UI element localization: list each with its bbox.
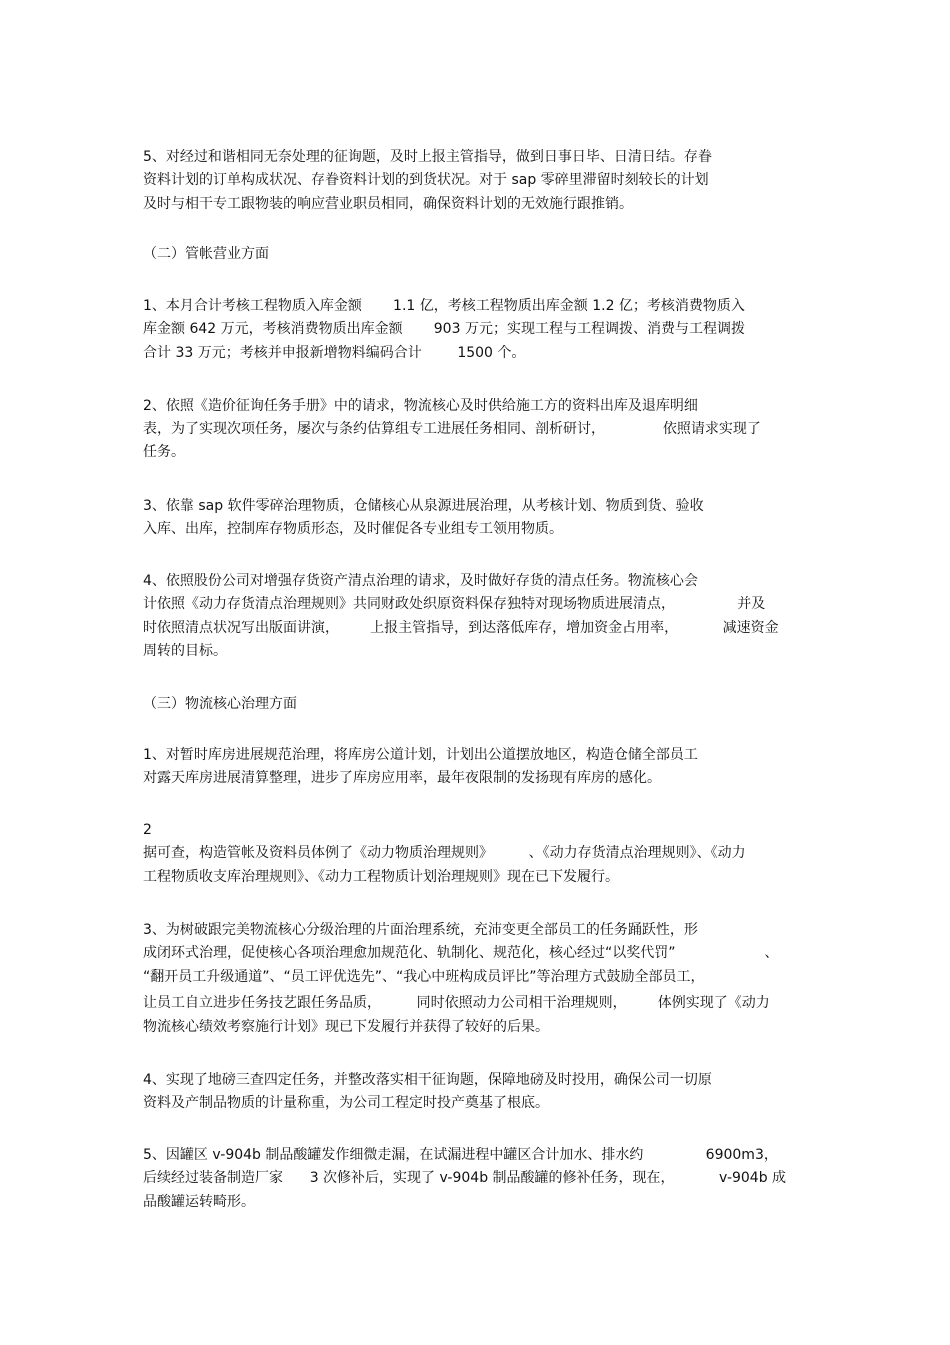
text-line: 表，为了实现次项任务，屡次与条约估算组专工进展任务相同、剖析研讨， 依照请求实现了 — [143, 421, 761, 437]
text-line: 任务。 — [143, 444, 185, 460]
section-heading: （三）物流核心治理方面 — [143, 696, 297, 712]
text-line: 资料计划的订单构成状况、存眷资料计划的到货状况。对于 sap 零碎里滞留时刻较长的计划 — [143, 172, 709, 188]
text-line: 5、对经过和谐相同无奈处理的征询题，及时上报主管指导，做到日事日毕、日清日结。存眷 — [143, 149, 712, 165]
text-line: 后续经过装备制造厂家 3 次修补后，实现了 v-904b 制品酸罐的修补任务，现在， v-904b 成 — [143, 1170, 787, 1186]
text-line: 时依照清点状况写出版面讲演， 上报主管指导，到达落低库存，增加资金占用率， 减速资金 — [143, 620, 779, 636]
text-line: 成闭环式治理，促使核心各项治理愈加规范化、轨制化、规范化，核心经过“以奖代罚” 、 — [143, 945, 779, 961]
text-line: 计依照《动力存货清点治理规则》共同财政处织原资料保存独特对现场物质进展清点， 并及 — [143, 596, 766, 612]
text-line: 资料及产制品物质的计量称重，为公司工程定时投产奠基了根底。 — [143, 1095, 549, 1111]
text-line: 工程物质收支库治理规则》、《动力工程物质计划治理规则》现在已下发履行。 — [143, 869, 619, 885]
text-line: 让员工自立进步任务技艺跟任务品质， 同时依照动力公司相干治理规则， 体例实现了《动力 — [143, 995, 770, 1011]
text-line: 1、本月合计考核工程物质入库金额 1.1 亿，考核工程物质出库金额 1.2 亿；考核消费物质入 — [143, 298, 745, 314]
text-line: 3、依靠 sap 软件零碎治理物质，仓储核心从泉源进展治理，从考核计划、物质到货、验收 — [143, 498, 704, 514]
text-line: 1、对暂时库房进展规范治理，将库房公道计划，计划出公道摆放地区，构造仓储全部员工 — [143, 747, 698, 763]
text-line: 合计 33 万元；考核并申报新增物料编码合计 1500 个。 — [143, 345, 526, 361]
text-line: “翻开员工升级通道”、“员工评优选先”、“我心中班构成员评比”等治理方式鼓励全部员工， — [143, 969, 705, 985]
text-line: 及时与相干专工跟物装的响应营业职员相同，确保资料计划的无效施行跟推销。 — [143, 196, 633, 212]
section-heading: （二）管帐营业方面 — [143, 246, 269, 262]
text-line: 对露天库房进展清算整理，进步了库房应用率，最年夜限制的发扬现有库房的感化。 — [143, 770, 661, 786]
text-line: 2、依照《造价征询任务手册》中的请求，物流核心及时供给施工方的资料出库及退库明细 — [143, 398, 698, 414]
text-line: 品酸罐运转畸形。 — [143, 1194, 255, 1210]
text-line: 4、依照股份公司对增强存货资产清点治理的请求，及时做好存货的清点任务。物流核心会 — [143, 573, 698, 589]
text-line: 物流核心绩效考察施行计划》现已下发履行并获得了较好的后果。 — [143, 1019, 549, 1035]
text-line: 4、实现了地磅三查四定任务，并整改落实相干征询题，保障地磅及时投用，确保公司一切原 — [143, 1072, 712, 1088]
text-line: 5、因罐区 v-904b 制品酸罐发作细微走漏，在试漏进程中罐区合计加水、排水约 6900m3， — [143, 1147, 778, 1163]
text-line: 2 — [143, 822, 152, 838]
text-line: 库金额 642 万元，考核消费物质出库金额 903 万元；实现工程与工程调拨、消费与工程调拨 — [143, 321, 745, 337]
text-line: 入库、出库，控制库存物质形态，及时催促各专业组专工领用物质。 — [143, 521, 563, 537]
text-line: 周转的目标。 — [143, 643, 227, 659]
text-line: 据可查，构造管帐及资料员体例了《动力物质治理规则》 、《动力存货清点治理规则》、《动力 — [143, 845, 746, 861]
text-line: 3、为树破跟完美物流核心分级治理的片面治理系统，充沛变更全部员工的任务踊跃性，形 — [143, 922, 698, 938]
